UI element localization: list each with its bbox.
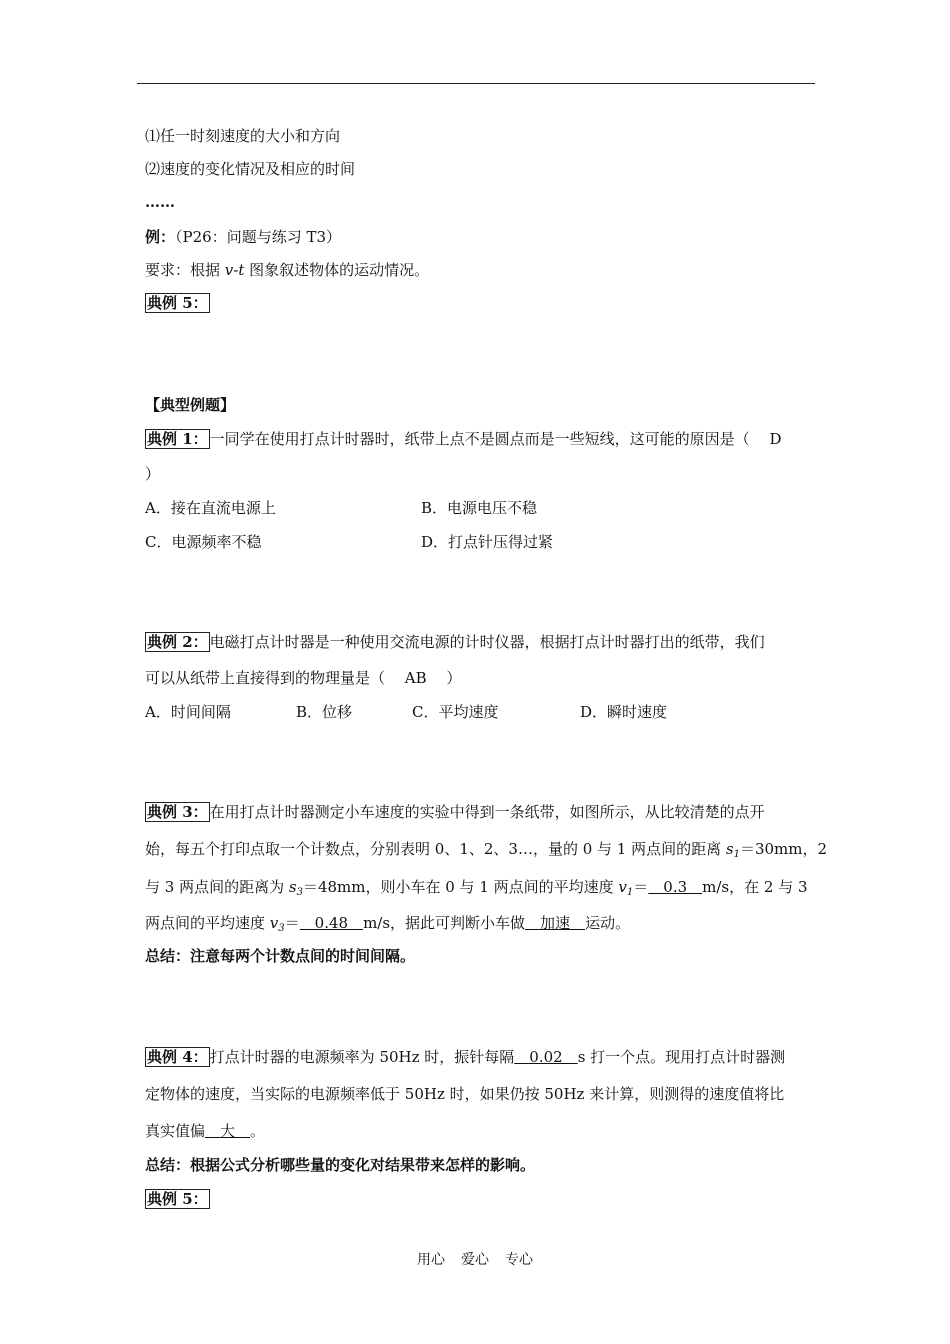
example-label: 例： bbox=[145, 228, 176, 246]
ex1-option-b: B．电源电压不稳 bbox=[421, 499, 538, 517]
ex4-answer-interval: 0.02 bbox=[514, 1048, 578, 1066]
ex1-options-row-1 bbox=[145, 498, 276, 518]
ex2-option-a: A．时间间隔 bbox=[145, 703, 231, 721]
req-v: v bbox=[224, 261, 234, 279]
ex3-answer-v3: 0.48 bbox=[299, 914, 364, 932]
ex3-s1-sub: 1 bbox=[733, 849, 740, 860]
req-prefix: 要求：根据 bbox=[145, 261, 225, 279]
ex1-option-d: D．打点针压得过紧 bbox=[421, 533, 554, 551]
ex4-l1-a: 打点计时器的电源频率为 50Hz 时，振针每隔 bbox=[209, 1048, 515, 1066]
ex3-line-4 bbox=[145, 913, 630, 939]
ex3-question bbox=[145, 802, 765, 822]
header-rule bbox=[137, 83, 815, 84]
ex1-option-a: A．接在直流电源上 bbox=[145, 499, 276, 517]
ex3-s3: s bbox=[288, 878, 297, 896]
ex3-v3-sub: 3 bbox=[278, 923, 285, 934]
ex3-l4-c: 运动。 bbox=[585, 914, 631, 932]
ex4-answer-bias: 大 bbox=[205, 1122, 251, 1140]
req-t: t bbox=[238, 261, 245, 279]
ex3-l3-c: m/s，在 2 与 3 bbox=[702, 878, 808, 896]
ex3-l4-eq: ＝ bbox=[284, 914, 300, 932]
section-title: 【典型例题】 bbox=[145, 396, 236, 414]
example-text: （P26：问题与练习 T3） bbox=[175, 228, 342, 246]
req-suffix: 图象叙述物体的运动情况。 bbox=[244, 261, 430, 279]
intro-item-2: ⑵速度的变化情况及相应的时间 bbox=[145, 160, 356, 178]
ex3-l4-a: 两点间的平均速度 bbox=[145, 914, 270, 932]
ex3-v1: v bbox=[618, 878, 627, 896]
intro-item-1: ⑴任一时刻速度的大小和方向 bbox=[145, 127, 341, 145]
ex3-l2-b: ＝30mm，2 bbox=[739, 840, 828, 858]
ex2-option-d: D．瞬时速度 bbox=[580, 703, 668, 721]
ex4-question bbox=[145, 1047, 785, 1067]
ex4-l1-b: s 打一个点。现用打点计时器测 bbox=[577, 1048, 786, 1066]
ex1-option-c: C．电源频率不稳 bbox=[145, 533, 262, 551]
intro-requirement bbox=[145, 260, 429, 280]
ex3-v3: v bbox=[269, 914, 279, 932]
ex1-close: ） bbox=[145, 465, 161, 483]
ex3-text: 在用打点计时器测定小车速度的实验中得到一条纸带，如图所示，从比较清楚的点开 bbox=[209, 803, 765, 821]
ex2-option-b: B．位移 bbox=[296, 703, 353, 721]
ex4-l3-a: 真实值偏 bbox=[145, 1122, 206, 1140]
ex1-label: 典例 1： bbox=[147, 430, 208, 448]
req-dash: - bbox=[233, 261, 239, 279]
ex3-line-3 bbox=[145, 877, 808, 903]
ex3-l3-b: ＝48mm，则小车在 0 与 1 两点间的平均速度 bbox=[302, 878, 619, 896]
ex5-top-heading bbox=[145, 293, 210, 313]
ex3-label: 典例 3： bbox=[147, 803, 208, 821]
ex4-line-3 bbox=[145, 1121, 265, 1141]
ex4-line-2: 定物体的速度，当实际的电源频率低于 50Hz 时，如果仍按 50Hz 来计算，则测得的速度值将比 bbox=[145, 1085, 785, 1103]
ex2-label: 典例 2： bbox=[147, 633, 208, 651]
ex5-top-label: 典例 5： bbox=[147, 294, 208, 312]
ex4-l3-b: 。 bbox=[250, 1122, 266, 1140]
ex3-answer-v1: 0.3 bbox=[648, 878, 703, 896]
ex2-option-c: C．平均速度 bbox=[412, 703, 499, 721]
ex2-question bbox=[145, 632, 765, 652]
intro-example bbox=[145, 227, 341, 247]
ex3-summary: 总结：注意每两个计数点间的时间间隔。 bbox=[145, 947, 416, 965]
intro-ellipsis: …… bbox=[145, 193, 175, 211]
ex4-summary: 总结：根据公式分析哪些量的变化对结果带来怎样的影响。 bbox=[145, 1156, 536, 1174]
ex3-l3-a: 与 3 两点间的距离为 bbox=[145, 878, 289, 896]
ex5-bottom-heading bbox=[145, 1189, 210, 1209]
ex3-l3-eq: ＝ bbox=[633, 878, 649, 896]
ex3-s1: s bbox=[725, 840, 734, 858]
page-footer bbox=[0, 1249, 950, 1269]
ex2-line-2: 可以从纸带上直接得到的物理量是（ AB ） bbox=[145, 669, 462, 687]
ex3-v1-sub: 1 bbox=[626, 887, 634, 898]
ex2-text: 电磁打点计时器是一种使用交流电源的计时仪器，根据打点计时器打出的纸带，我们 bbox=[209, 633, 765, 651]
footer-word-1: 用心 bbox=[417, 1252, 445, 1268]
ex3-s3-sub: 3 bbox=[296, 887, 303, 898]
footer-word-2: 爱心 bbox=[461, 1252, 489, 1268]
ex3-answer-motion: 加速 bbox=[525, 914, 586, 932]
footer-word-3: 专心 bbox=[505, 1252, 533, 1268]
ex1-text: 一同学在使用打点计时器时，纸带上点不是圆点而是一些短线，这可能的原因是（ D bbox=[209, 430, 782, 448]
ex3-l2-a: 始，每五个打印点取一个计数点，分别表明 0、1、2、3…，量的 0 与 1 两点间的距离 bbox=[145, 840, 726, 858]
ex3-line-2 bbox=[145, 839, 827, 865]
ex1-question bbox=[145, 429, 781, 449]
ex5-bottom-label: 典例 5： bbox=[147, 1190, 208, 1208]
ex3-l4-b: m/s，据此可判断小车做 bbox=[363, 914, 526, 932]
ex4-label: 典例 4： bbox=[147, 1048, 208, 1066]
